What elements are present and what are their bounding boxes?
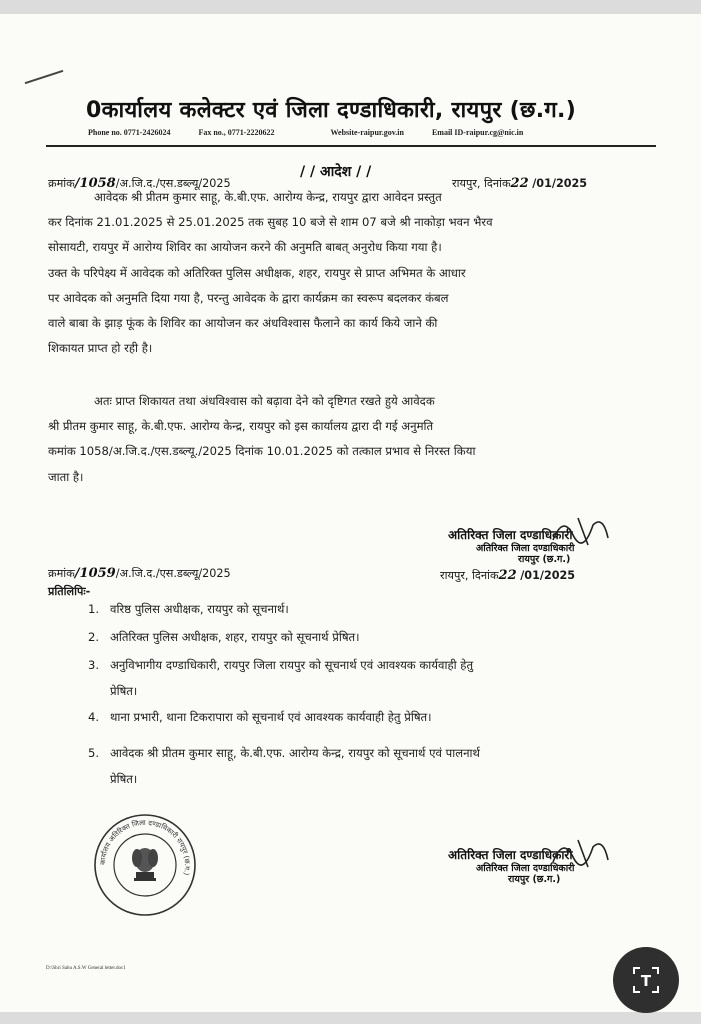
handwritten-date-day: 22: [510, 176, 529, 191]
signature-scrawl-2: [548, 832, 618, 872]
copy-date: रायपुर, दिनांक22 /01/2025: [440, 568, 576, 583]
paragraph-line: कर दिनांक 21.01.2025 से 25.01.2025 तक सुबह 10 बजे से शाम 07 बजे श्री नाकोड़ा भवन भैरव: [48, 215, 493, 230]
copy-item-number: 1.: [88, 602, 100, 616]
paragraph-line: आवेदक श्री प्रीतम कुमार साहू, के.बी.एफ. आरोग्य केन्द्र, रायपुर द्वारा आवेदन प्रस्तुत: [94, 190, 442, 204]
signature-block-2: अतिरिक्त जिला दण्डाधिकारी अतिरिक्त जिला दण्डाधिकारी रायपुर (छ.ग.): [448, 848, 575, 885]
copy-reference: क्रमांक/1059/अ.जि.द./एस.डब्ल्यू/2025: [48, 566, 231, 581]
paragraph-line: कमांक 1058/अ.जि.द./एस.डब्ल्यू./2025 दिनांक 10.01.2025 को तत्काल प्रभाव से निरस्त किया: [48, 444, 476, 459]
text-recognition-button[interactable]: [613, 947, 679, 1013]
phone-number: Phone no. 0771-2426024: [88, 128, 171, 137]
svg-text:T: T: [640, 972, 652, 990]
copy-item-number: 4.: [88, 710, 100, 724]
website: Website-raipur.gov.in: [330, 128, 404, 137]
pen-mark: [25, 70, 64, 84]
copy-item-text: प्रेषित।: [110, 772, 138, 786]
office-title: 0कार्यालय कलेक्टर एवं जिला दण्डाधिकारी, रायपुर (छ.ग.): [86, 98, 577, 123]
copy-item-text: वरिष्ठ पुलिस अधीक्षक, रायपुर को सूचनार्थ।: [110, 602, 289, 616]
paragraph-line: श्री प्रीतम कुमार साहू, के.बी.एफ. आरोग्य केन्द्र, रायपुर को इस कार्यालय द्वारा दी गई अनुमति: [48, 419, 434, 434]
paragraph-line: अतः प्राप्त शिकायत तथा अंधविश्वास को बढ़ावा देने को दृष्टिगत रखते हुये आवेदक: [94, 394, 435, 408]
paragraph-line: उक्त के परिपेक्ष्य में आवेदक को अतिरिक्त पुलिस अधीक्षक, शहर, रायपुर से प्राप्त अभिमत के आधार: [48, 265, 466, 280]
paragraph-line: जाता है।: [48, 469, 84, 484]
signature-scrawl-1: [548, 510, 618, 550]
fax-number: Fax no., 0771-2220622: [198, 128, 275, 137]
order-reference: क्रमांक/1058/अ.जि.द./एस.डब्ल्यू/2025: [48, 176, 231, 191]
paragraph-line: सोसायटी, रायपुर में आरोग्य शिविर का आयोजन करने की अनुमति बाबत् अनुरोध किया गया है।: [48, 240, 442, 255]
header-rule: [46, 145, 656, 147]
copy-item-number: 5.: [88, 746, 100, 760]
contact-line: [88, 128, 628, 137]
copy-item-text: प्रेषित।: [110, 684, 138, 698]
office-seal: [92, 812, 198, 918]
document-page: [0, 14, 701, 1012]
signature-block-1: अतिरिक्त जिला दण्डाधिकारी अतिरिक्त जिला दण्डाधिकारी रायपुर (छ.ग.): [448, 528, 575, 565]
file-reference: D:\Shri Sahu A.S.W General letter.doc1: [46, 966, 126, 971]
copy-item-text: थाना प्रभारी, थाना टिकरापारा को सूचनार्थ एवं आवश्यक कार्यवाही हेतु प्रेषित।: [110, 710, 432, 724]
copy-item-text: अनुविभागीय दण्डाधिकारी, रायपुर जिला रायपुर को सूचनार्थ एवं आवश्यक कार्यवाही हेतु: [110, 658, 474, 672]
copy-item-number: 3.: [88, 658, 100, 672]
order-date: रायपुर, दिनांक22 /01/2025: [452, 176, 588, 191]
email: Email ID-raipur.cg@nic.in: [431, 128, 524, 137]
handwritten-ref-number: /1058: [74, 176, 116, 191]
copy-item-text: आवेदक श्री प्रीतम कुमार साहू, के.बी.एफ. आरोग्य केन्द्र, रायपुर को सूचनार्थ एवं पालनार्थ: [110, 746, 480, 760]
copy-item-number: 2.: [88, 630, 100, 644]
seal-text: कार्यालय अतिरिक्त जिला दण्डाधिकारी रायपुर (छ.ग.): [98, 818, 192, 877]
paragraph-line: वाले बाबा के झाड़ फूंक के शिविर का आयोजन कर अंधविश्वास फैलाने का कार्य किये जाने की: [48, 316, 438, 330]
copy-item-text: अतिरिक्त पुलिस अधीक्षक, शहर, रायपुर को सूचनार्थ प्रेषित।: [110, 630, 360, 644]
emblem-icon: [132, 848, 158, 881]
paragraph-line: शिकायत प्राप्त हो रही है।: [48, 341, 153, 356]
paragraph-line: पर आवेदक को अनुमति दिया गया है, परन्तु आवेदक के द्वारा कार्यक्रम का स्वरूप बदलकर कंबल: [48, 290, 449, 305]
copy-label: प्रतिलिपिः-: [48, 585, 91, 598]
text-recognition-icon: [631, 965, 661, 995]
handwritten-copy-number: /1059: [74, 566, 116, 581]
handwritten-copy-date-day: 22: [498, 568, 517, 583]
order-heading: / / आदेश / /: [300, 164, 372, 180]
